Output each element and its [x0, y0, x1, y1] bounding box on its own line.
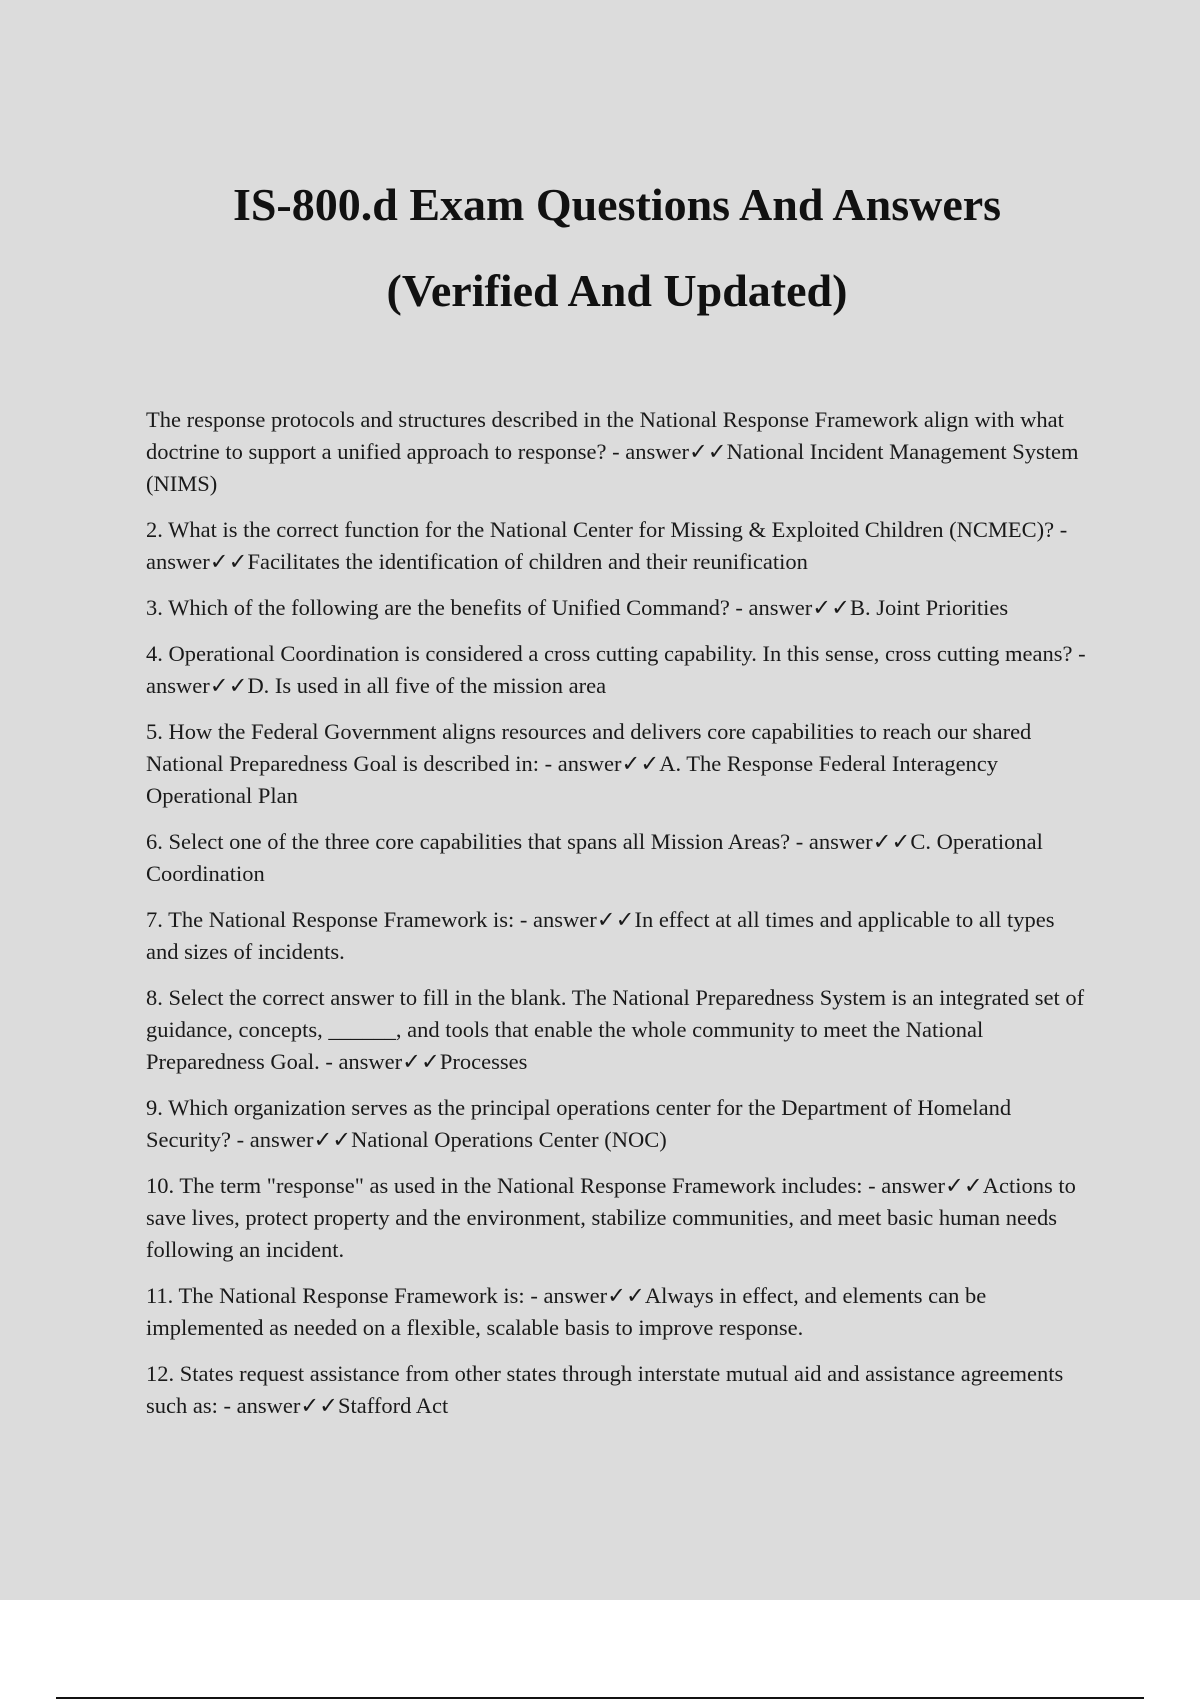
document-title [0, 162, 1200, 334]
answer-text: Always in effect, and elements can be implemented as needed on a flexible, scalable basis to improve response. [146, 1283, 987, 1340]
answer-marker: answer✓✓ [543, 1283, 645, 1308]
qa-item [146, 514, 1086, 578]
qa-item [146, 904, 1086, 968]
qa-item [146, 592, 1086, 624]
answer-text: In effect at all times and applicable to all types and sizes of incidents. [146, 907, 1055, 964]
answer-text: Facilitates the identification of children and their reunification [247, 549, 808, 574]
title-line-1: IS-800.d Exam Questions And Answers [232, 179, 1002, 230]
qa-item [146, 1092, 1086, 1156]
title-line-2: (Verified And Updated) [386, 265, 848, 316]
qa-item [146, 1170, 1086, 1266]
qa-item [146, 716, 1086, 812]
qa-list [146, 404, 1086, 1436]
answer-text: Stafford Act [338, 1393, 449, 1418]
question-text: 8. Select the correct answer to fill in the blank. The National Preparedness System is an integrated set of guidance, concepts, ______, and tools that enable the whole community to meet the National Preparedness Goal. - [146, 985, 1085, 1074]
answer-text: Processes [439, 1049, 528, 1074]
qa-item [146, 1280, 1086, 1344]
question-text: 2. What is the correct function for the National Center for Missing & Exploited Children (NCMEC)? - [146, 517, 1068, 542]
question-text: 7. The National Response Framework is: - [146, 907, 528, 932]
question-text: 10. The term "response" as used in the National Response Framework includes: - [146, 1173, 876, 1198]
answer-text: C. Operational Coordination [146, 829, 1043, 886]
answer-text: D. Is used in all five of the mission area [247, 673, 607, 698]
question-text: 12. States request assistance from other states through interstate mutual aid and assistance agreements such as: - [146, 1361, 1064, 1418]
question-text: 6. Select one of the three core capabilities that spans all Mission Areas? - [146, 829, 804, 854]
answer-marker: answer✓✓ [338, 1049, 440, 1074]
answer-marker: answer✓✓ [533, 907, 635, 932]
qa-item [146, 638, 1086, 702]
answer-text: National Incident Management System (NIMS) [146, 439, 1079, 496]
footer-divider [56, 1697, 1144, 1699]
question-text: 11. The National Response Framework is: - [146, 1283, 538, 1308]
answer-marker: answer✓✓ [146, 673, 248, 698]
qa-item [146, 1358, 1086, 1422]
question-text: 5. How the Federal Government aligns resources and delivers core capabilities to reach our shared National Preparedness Goal is described in: - [146, 719, 1032, 776]
qa-item [146, 826, 1086, 890]
answer-marker: answer✓✓ [236, 1393, 339, 1418]
answer-marker: answer✓✓ [881, 1173, 983, 1198]
answer-marker: answer✓✓ [249, 1127, 352, 1152]
answer-text: Actions to save lives, protect property and the environment, stabilize communities, and meet basic human needs following an incident. [146, 1173, 1076, 1262]
qa-item [146, 404, 1086, 500]
answer-marker: answer✓✓ [557, 751, 660, 776]
answer-marker: answer✓✓ [625, 439, 727, 464]
answer-marker: answer✓✓ [748, 595, 850, 620]
answer-text: A. The Response Federal Interagency Operational Plan [146, 751, 999, 808]
answer-marker: answer✓✓ [146, 549, 248, 574]
question-text: 3. Which of the following are the benefits of Unified Command? - [146, 595, 743, 620]
qa-item [146, 982, 1086, 1078]
answer-text: B. Joint Priorities [849, 595, 1009, 620]
question-text: 9. Which organization serves as the principal operations center for the Department of Homeland Security? - [146, 1095, 1012, 1152]
question-text: 4. Operational Coordination is considered a cross cutting capability. In this sense, cross cutting means? - [146, 641, 1086, 666]
answer-marker: answer✓✓ [808, 829, 911, 854]
question-text: The response protocols and structures described in the National Response Framework align with what doctrine to support a unified approach to response? - [146, 407, 1064, 464]
answer-text: National Operations Center (NOC) [351, 1127, 667, 1152]
